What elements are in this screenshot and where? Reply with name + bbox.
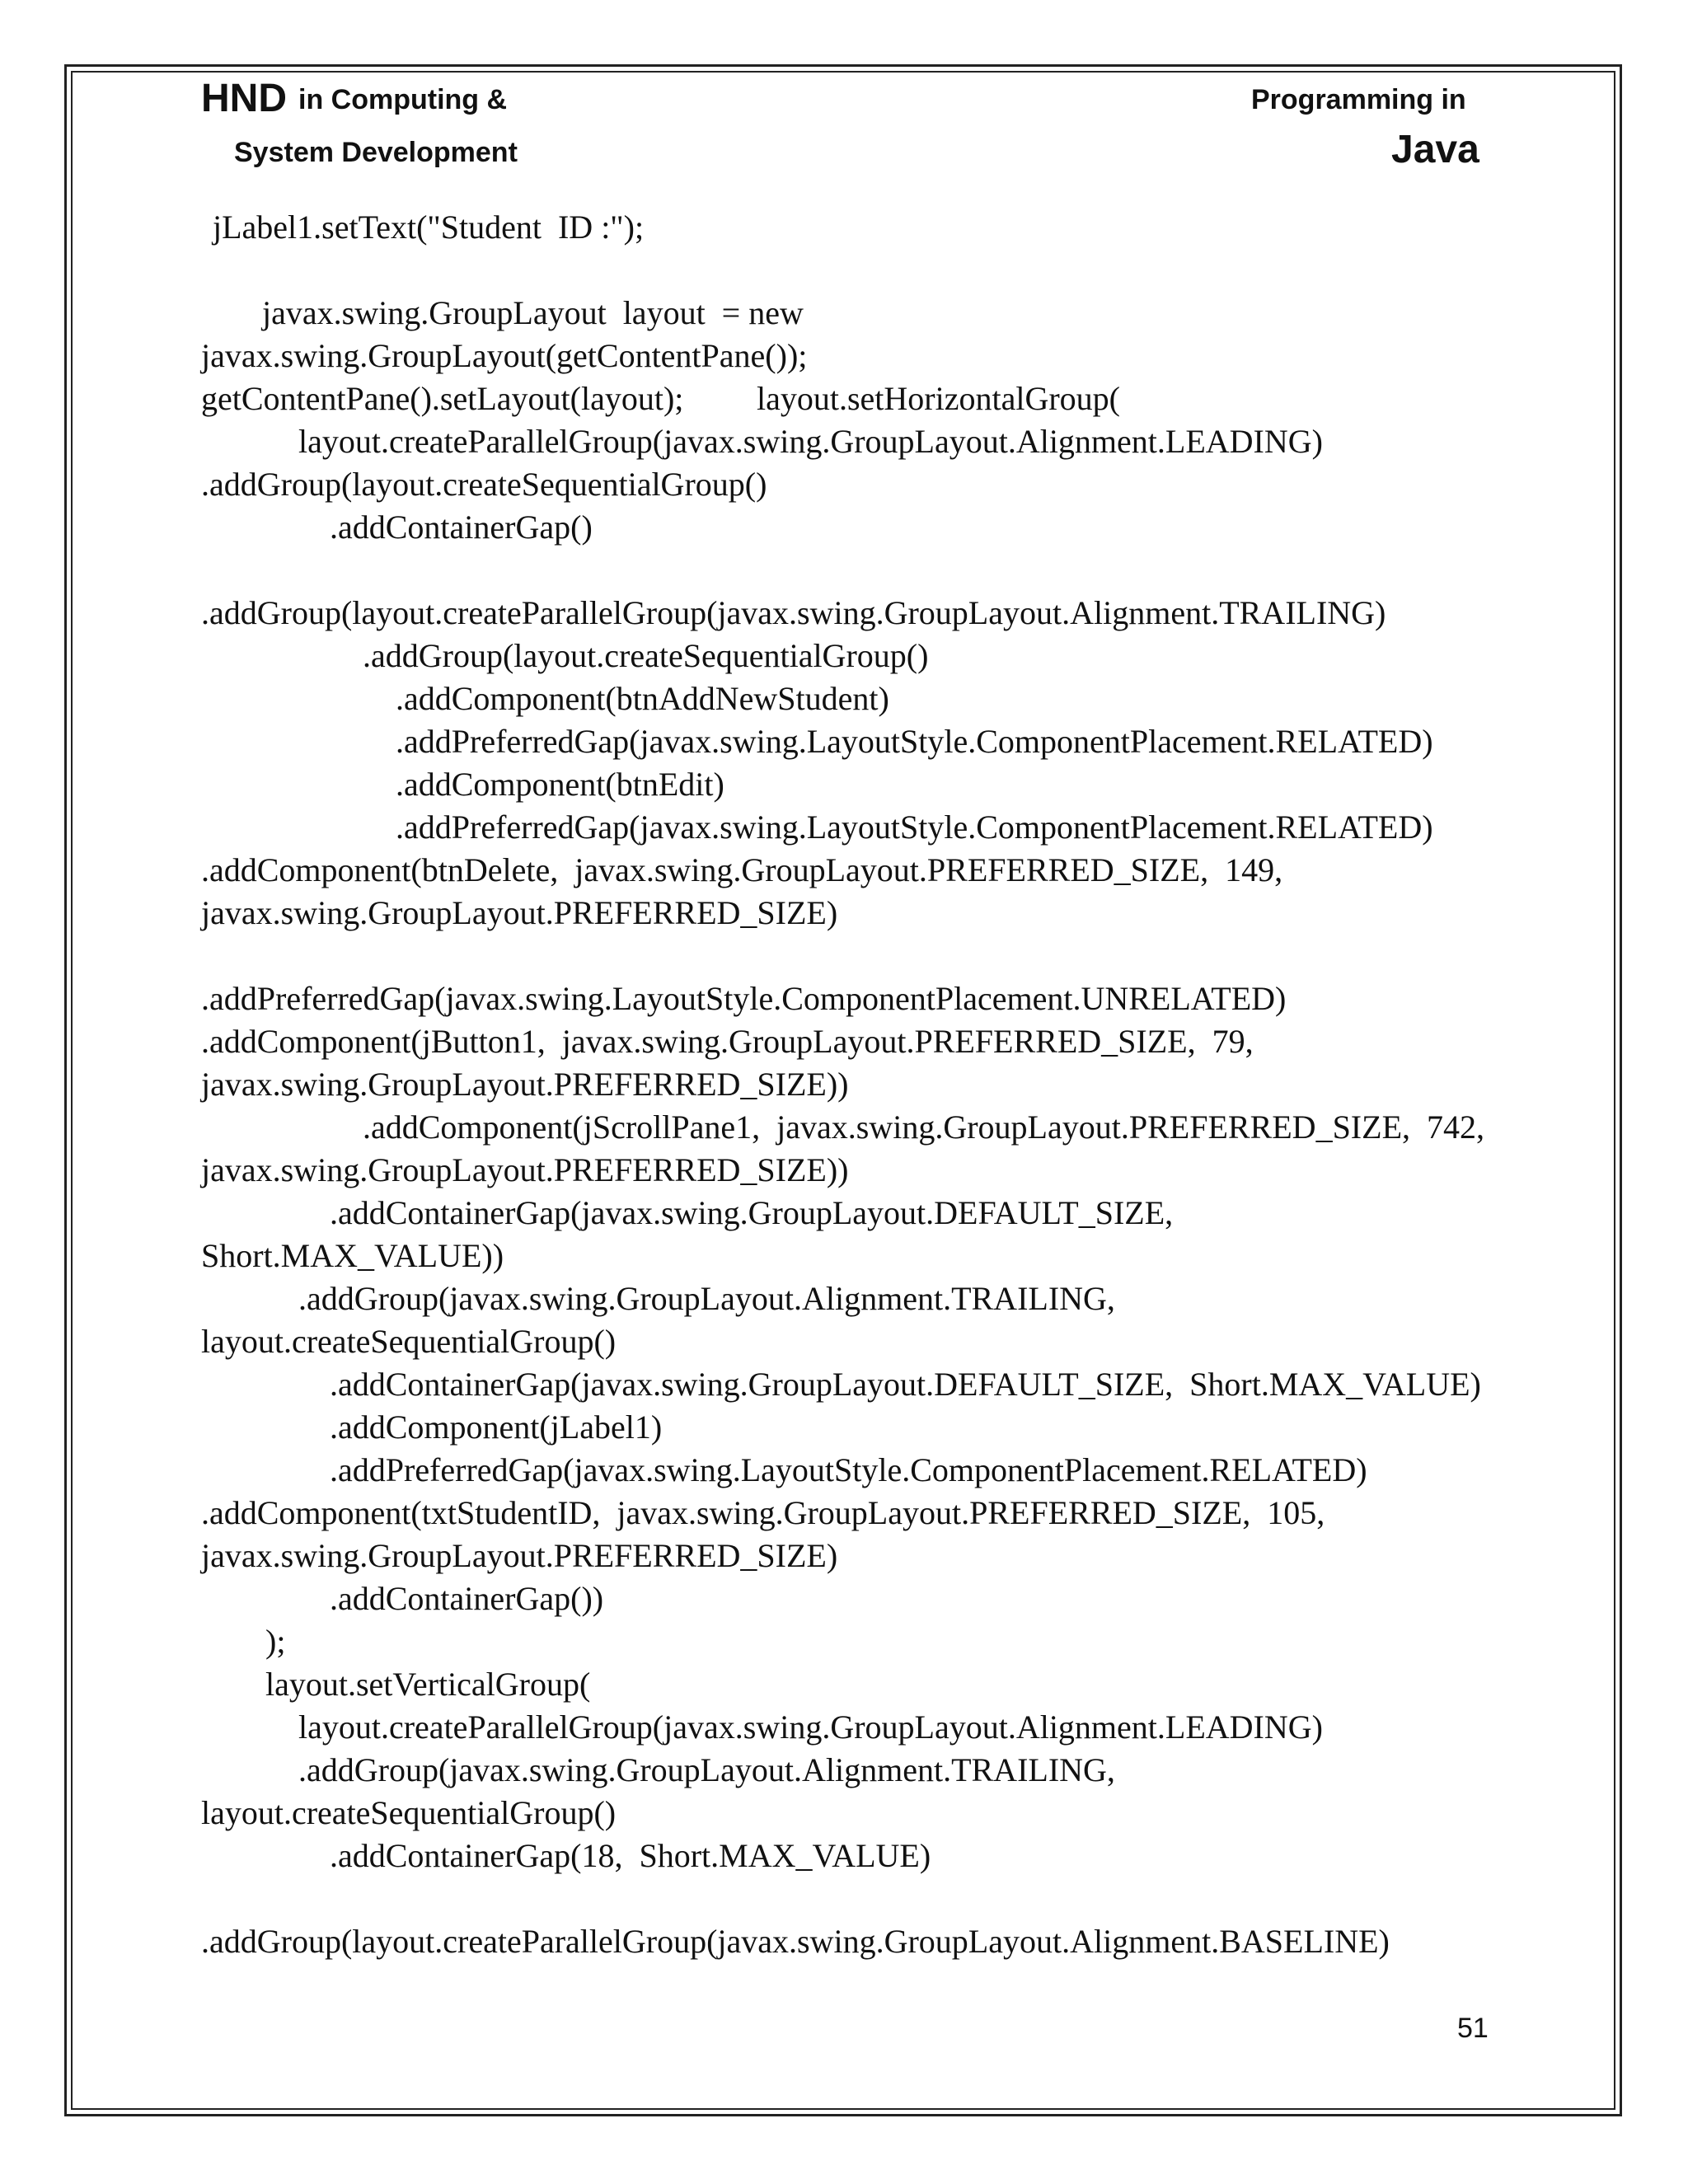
code-line: layout.createParallelGroup(javax.swing.GroupLayout.Alignment.LEADING) xyxy=(298,423,1323,460)
code-line: .addComponent(txtStudentID, javax.swing.GroupLayout.PREFERRED_SIZE, 105, xyxy=(201,1494,1325,1531)
code-line: layout.setVerticalGroup( xyxy=(265,1666,591,1703)
code-line: .addComponent(btnAddNewStudent) xyxy=(396,680,889,717)
code-line: javax.swing.GroupLayout.PREFERRED_SIZE)) xyxy=(201,1151,849,1188)
code-line: javax.swing.GroupLayout.PREFERRED_SIZE) xyxy=(201,1537,838,1574)
code-line: .addComponent(jLabel1) xyxy=(330,1408,663,1446)
code-line: .addContainerGap() xyxy=(330,509,593,546)
code-line: layout.createSequentialGroup() xyxy=(201,1794,617,1831)
header-right-line2: Java xyxy=(1391,128,1479,171)
code-line: .addGroup(layout.createParallelGroup(javax.swing.GroupLayout.Alignment.BASELINE) xyxy=(201,1923,1390,1960)
code-line: .addPreferredGap(javax.swing.LayoutStyle.ComponentPlacement.RELATED) xyxy=(396,723,1433,760)
code-line: .addPreferredGap(javax.swing.LayoutStyle.ComponentPlacement.UNRELATED) xyxy=(201,980,1287,1017)
code-line: .addComponent(btnDelete, javax.swing.GroupLayout.PREFERRED_SIZE, 149, xyxy=(201,851,1283,888)
code-line: javax.swing.GroupLayout layout = new xyxy=(262,294,804,331)
code-line: .addPreferredGap(javax.swing.LayoutStyle.ComponentPlacement.RELATED) xyxy=(396,808,1433,846)
code-line: .addComponent(jButton1, javax.swing.GroupLayout.PREFERRED_SIZE, 79, xyxy=(201,1023,1254,1060)
header-left-line1: in Computing & xyxy=(298,84,508,115)
code-line: .addContainerGap()) xyxy=(330,1580,604,1617)
header-left-line2: System Development xyxy=(234,137,518,168)
page-number: 51 xyxy=(1457,2013,1489,2044)
code-line: layout.setHorizontalGroup( xyxy=(757,380,1120,417)
code-line: .addPreferredGap(javax.swing.LayoutStyle.ComponentPlacement.RELATED) xyxy=(330,1451,1367,1488)
code-line: .addGroup(javax.swing.GroupLayout.Alignment.TRAILING, xyxy=(298,1751,1115,1788)
code-line: javax.swing.GroupLayout.PREFERRED_SIZE)) xyxy=(201,1066,849,1103)
code-line: .addGroup(layout.createSequentialGroup() xyxy=(201,466,767,503)
code-line: .addGroup(layout.createSequentialGroup() xyxy=(363,637,929,674)
code-line: javax.swing.GroupLayout.PREFERRED_SIZE) xyxy=(201,894,838,931)
code-line: layout.createParallelGroup(javax.swing.GroupLayout.Alignment.LEADING) xyxy=(298,1708,1323,1746)
code-line: jLabel1.setText("Student ID :"); xyxy=(213,209,645,246)
code-line: .addContainerGap(javax.swing.GroupLayout.DEFAULT_SIZE, xyxy=(330,1194,1174,1231)
code-line: layout.createSequentialGroup() xyxy=(201,1323,617,1360)
code-line: javax.swing.GroupLayout(getContentPane()); xyxy=(201,337,808,374)
code-line: .addComponent(btnEdit) xyxy=(396,766,724,803)
code-line: .addContainerGap(18, Short.MAX_VALUE) xyxy=(330,1837,931,1874)
code-line: Short.MAX_VALUE)) xyxy=(201,1237,504,1274)
code-line: .addComponent(jScrollPane1, javax.swing.GroupLayout.PREFERRED_SIZE, 742, xyxy=(363,1108,1484,1146)
code-line: .addGroup(javax.swing.GroupLayout.Alignment.TRAILING, xyxy=(298,1280,1115,1317)
header-hnd: HND xyxy=(201,77,287,120)
code-line: ); xyxy=(265,1623,286,1660)
code-line: .addContainerGap(javax.swing.GroupLayout.DEFAULT_SIZE, Short.MAX_VALUE) xyxy=(330,1366,1481,1403)
code-line: .addGroup(layout.createParallelGroup(javax.swing.GroupLayout.Alignment.TRAILING) xyxy=(201,594,1386,631)
header-right-line1: Programming in xyxy=(1251,84,1466,115)
code-line: getContentPane().setLayout(layout); xyxy=(201,380,684,417)
